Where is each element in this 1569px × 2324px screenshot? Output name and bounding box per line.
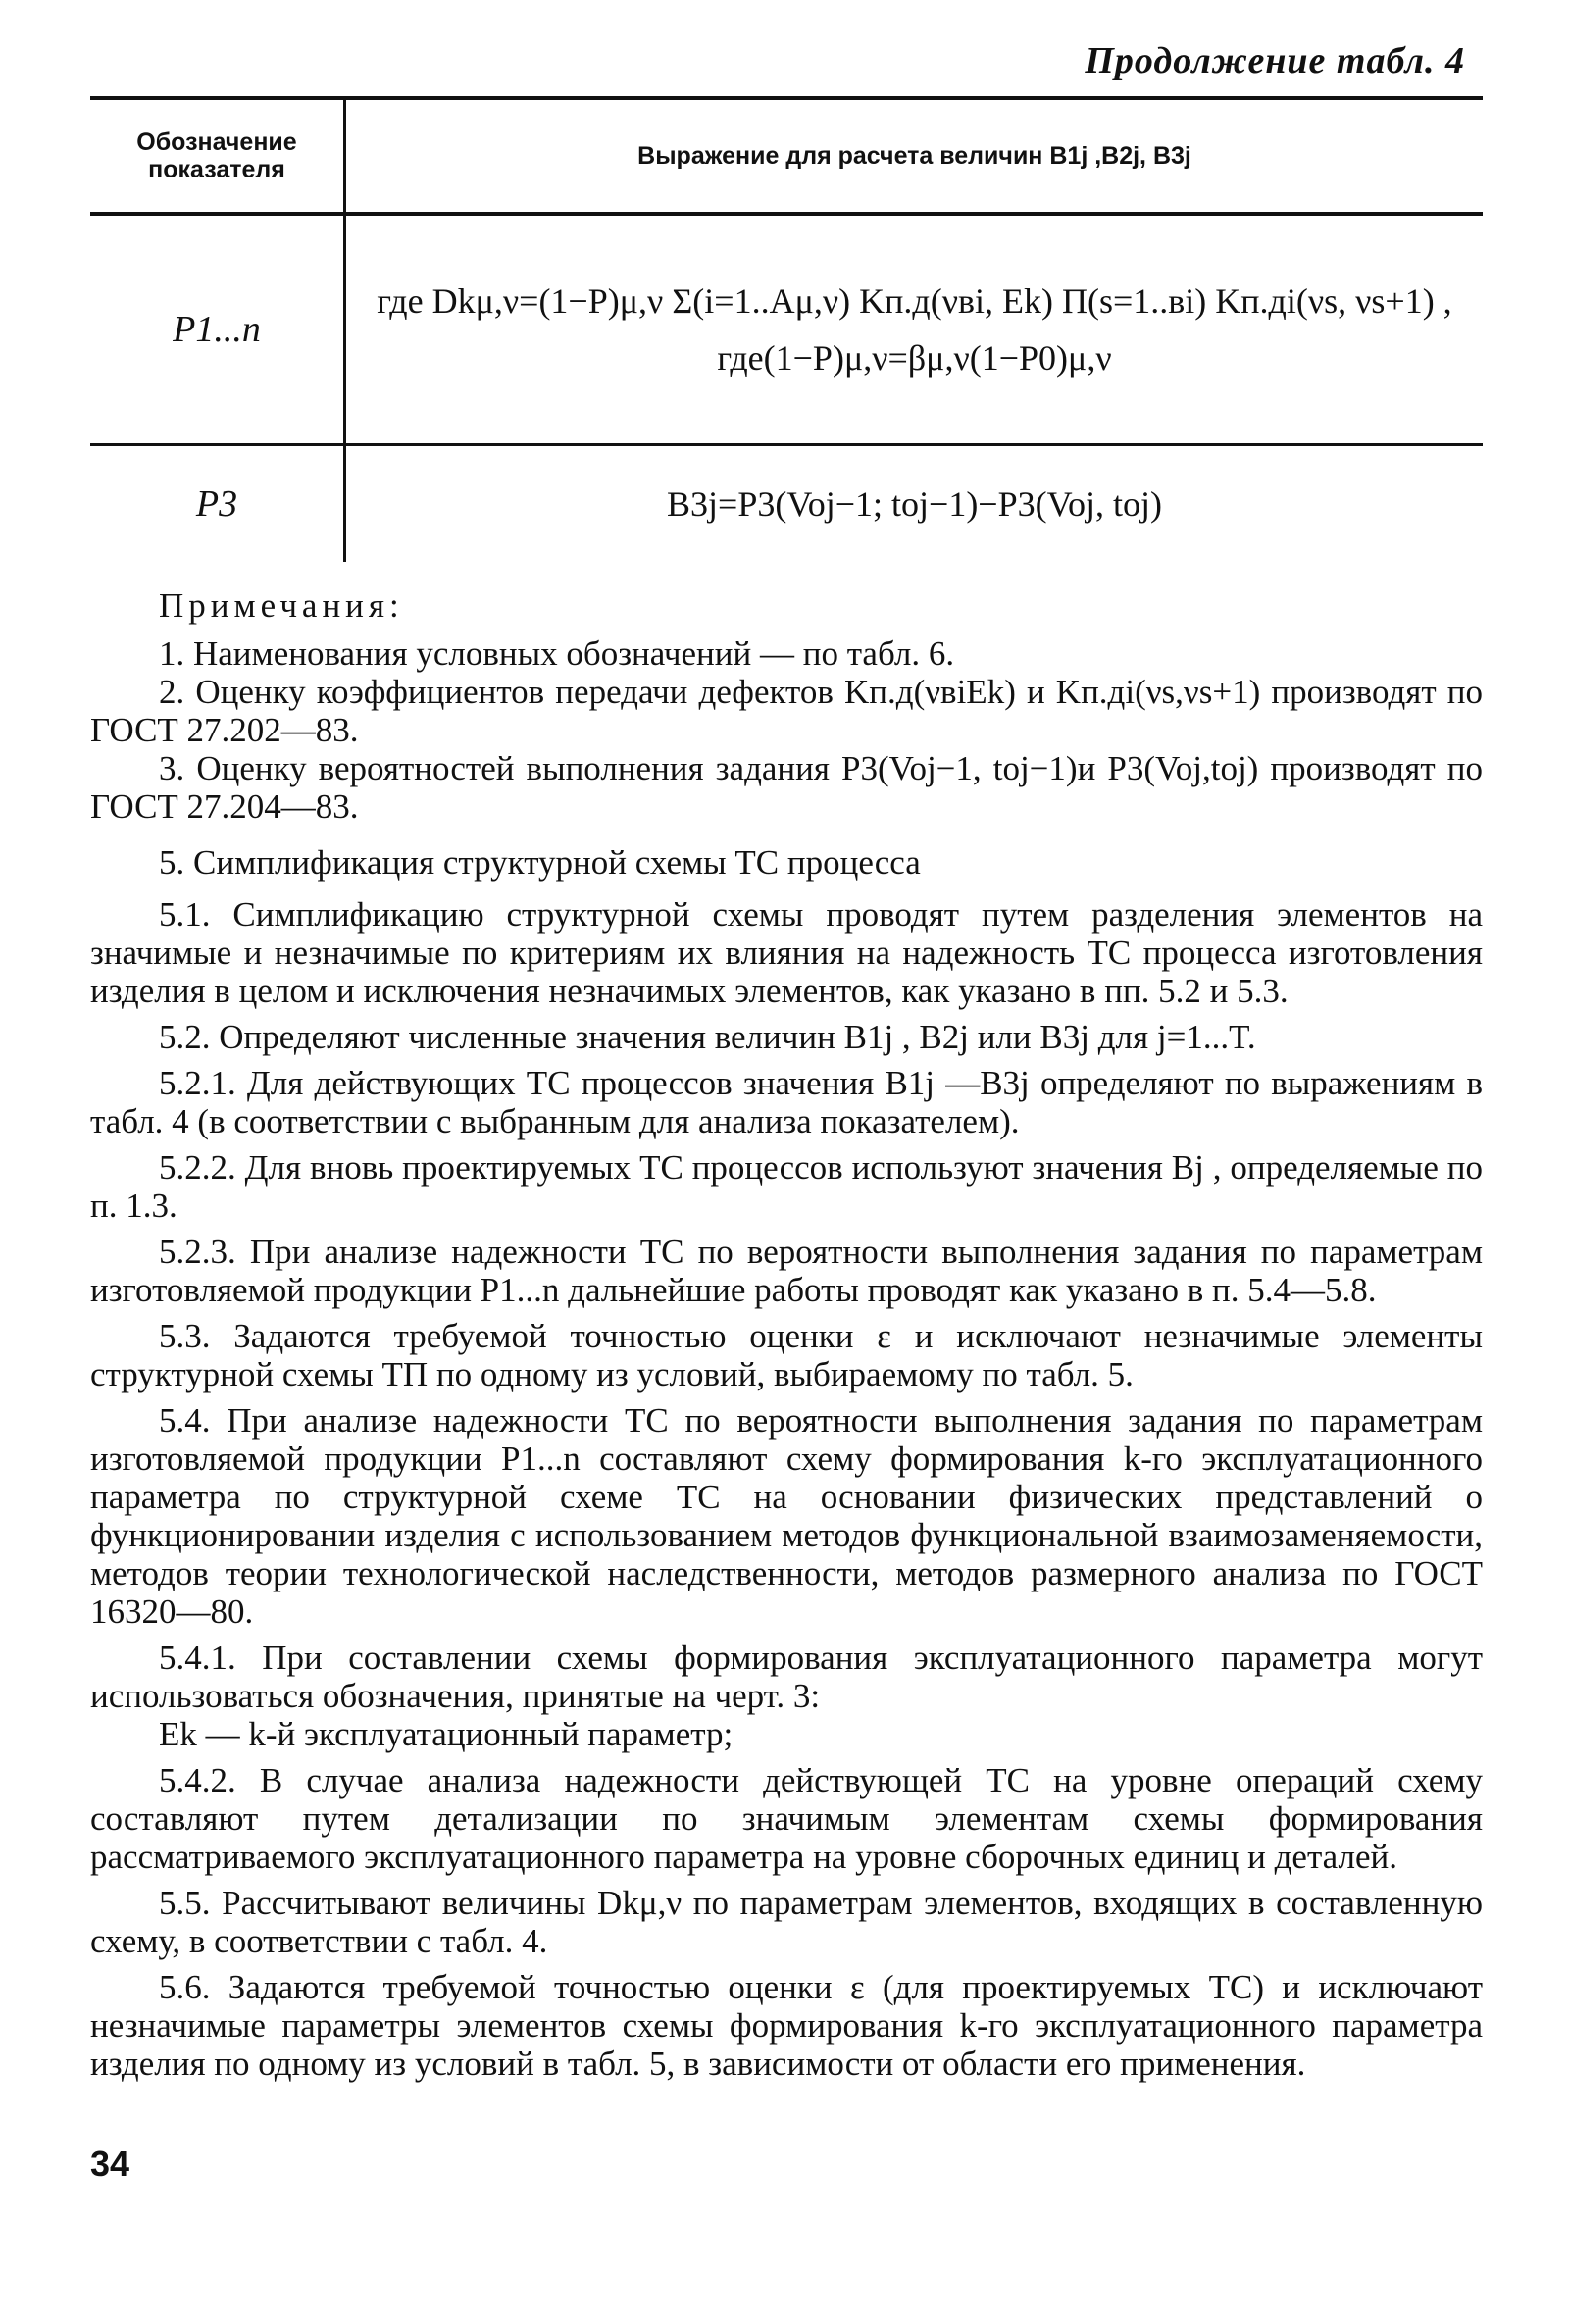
row-symbol: P1...n bbox=[173, 309, 261, 350]
row-formula-cell bbox=[346, 446, 1483, 562]
table-row bbox=[90, 216, 1483, 446]
paragraph: 5.3. Задаются требуемой точностью оценки ε и исключают незначимые элементы структурной схемы ТП по одному из условий, выбираемому по табл. 5. bbox=[90, 1317, 1483, 1393]
paragraph: 5.2.3. При анализе надежности ТС по вероятности выполнения задания по параметрам изготовляемой продукции P1...n дальнейшие работы проводят как указано в п. 5.4—5.8. bbox=[90, 1233, 1483, 1309]
paragraph: Ek — k-й эксплуатационный параметр; bbox=[159, 1715, 734, 1753]
paragraph: 5.4.2. В случае анализа надежности действующей ТС на уровне операций схему составляют путем детализации по значимым элементам схемы формирования рассматриваемого эксплуатационного параметра на уровне сборочных единиц и деталей. bbox=[90, 1761, 1483, 1876]
table-row bbox=[90, 446, 1483, 562]
formula-line: B3j=P3(Voj−1; toj−1)−P3(Voj, toj) bbox=[667, 484, 1162, 524]
notes-title: Примечания: bbox=[159, 586, 404, 625]
paragraph: 5.5. Рассчитывают величины Dkμ,ν по параметрам элементов, входящих в составленную схему, в соответствии с табл. 4. bbox=[90, 1884, 1483, 1960]
row-symbol-cell bbox=[90, 446, 346, 562]
paragraph: 5.2.1. Для действующих ТС процессов значения B1j —B3j определяют по выражениям в табл. 4 (в соответствии с выбранным для анализа показателем). bbox=[90, 1064, 1483, 1140]
paragraph: 5.1. Симплификацию структурной схемы проводят путем разделения элементов на значимые и незначимые по критериям их влияния на надежность ТС процесса изготовления изделия в целом и исключения незначимых элементов, как указано в пп. 5.2 и 5.3. bbox=[90, 895, 1483, 1010]
row-formula-cell bbox=[346, 216, 1483, 443]
page-number: 34 bbox=[90, 2144, 130, 2184]
table-header-row bbox=[90, 100, 1483, 216]
paragraph: 5.6. Задаются требуемой точностью оценки ε (для проектируемых ТС) и исключают незначимые параметры элементов схемы формирования k-го эксплуатационного параметра изделия по одному из условий в табл. 5, в зависимости от области его применения. bbox=[90, 1968, 1483, 2083]
paragraph: 5.4. При анализе надежности ТС по вероятности выполнения задания по параметрам изготовляемой продукции P1...n составляют схему формирования k-го эксплуатационного параметра по структурной схеме ТС на основании физических представлений о функционировании изделия с использованием методов функциональной взаимозаменяемости, методов теории технологической наследственности, методов размерного анализа по ГОСТ 16320—80. bbox=[90, 1401, 1483, 1631]
note-item: 3. Оценку вероятностей выполнения задания P3(Voj−1, toj−1)и P3(Voj,toj) производят по ГОСТ 27.204—83. bbox=[90, 749, 1483, 826]
table-continuation-label: Продолжение табл. 4 bbox=[1085, 40, 1465, 81]
section-title: 5. Симплификация структурной схемы ТС процесса bbox=[159, 843, 921, 882]
paragraph: 5.2.2. Для вновь проектируемых ТС процессов используют значения Bj , определяемые по п. 1.3. bbox=[90, 1148, 1483, 1225]
header-indicator-label: Обозначение показателя bbox=[136, 128, 297, 183]
header-cell-indicator bbox=[90, 100, 346, 212]
header-expression-label: Выражение для расчета величин B1j ,B2j, B3j bbox=[637, 142, 1191, 170]
note-item: 1. Наименования условных обозначений — по табл. 6. bbox=[159, 634, 955, 673]
paragraph: 5.4.1. При составлении схемы формирования эксплуатационного параметра могут использоваться обозначения, принятые на черт. 3: bbox=[90, 1639, 1483, 1715]
formula-table bbox=[90, 96, 1483, 562]
document-body bbox=[90, 586, 1483, 2083]
formula-line: где(1−P)μ,ν=βμ,ν(1−P0)μ,ν bbox=[717, 338, 1112, 378]
row-symbol-cell bbox=[90, 216, 346, 443]
header-cell-expression bbox=[346, 100, 1483, 212]
paragraph: 5.2. Определяют численные значения величин B1j , B2j или B3j для j=1...T. bbox=[159, 1018, 1256, 1056]
formula-line: где Dkμ,ν=(1−P)μ,ν Σ(i=1..Aμ,ν) Kп.д(νвi, Ek) Π(s=1..вi) Kп.дi(νs, νs+1) , bbox=[377, 281, 1452, 321]
row-symbol: P3 bbox=[195, 483, 238, 525]
note-item: 2. Оценку коэффициентов передачи дефектов Kп.д(νвiEk) и Kп.дi(νs,νs+1) производят по ГОСТ 27.202—83. bbox=[90, 673, 1483, 749]
